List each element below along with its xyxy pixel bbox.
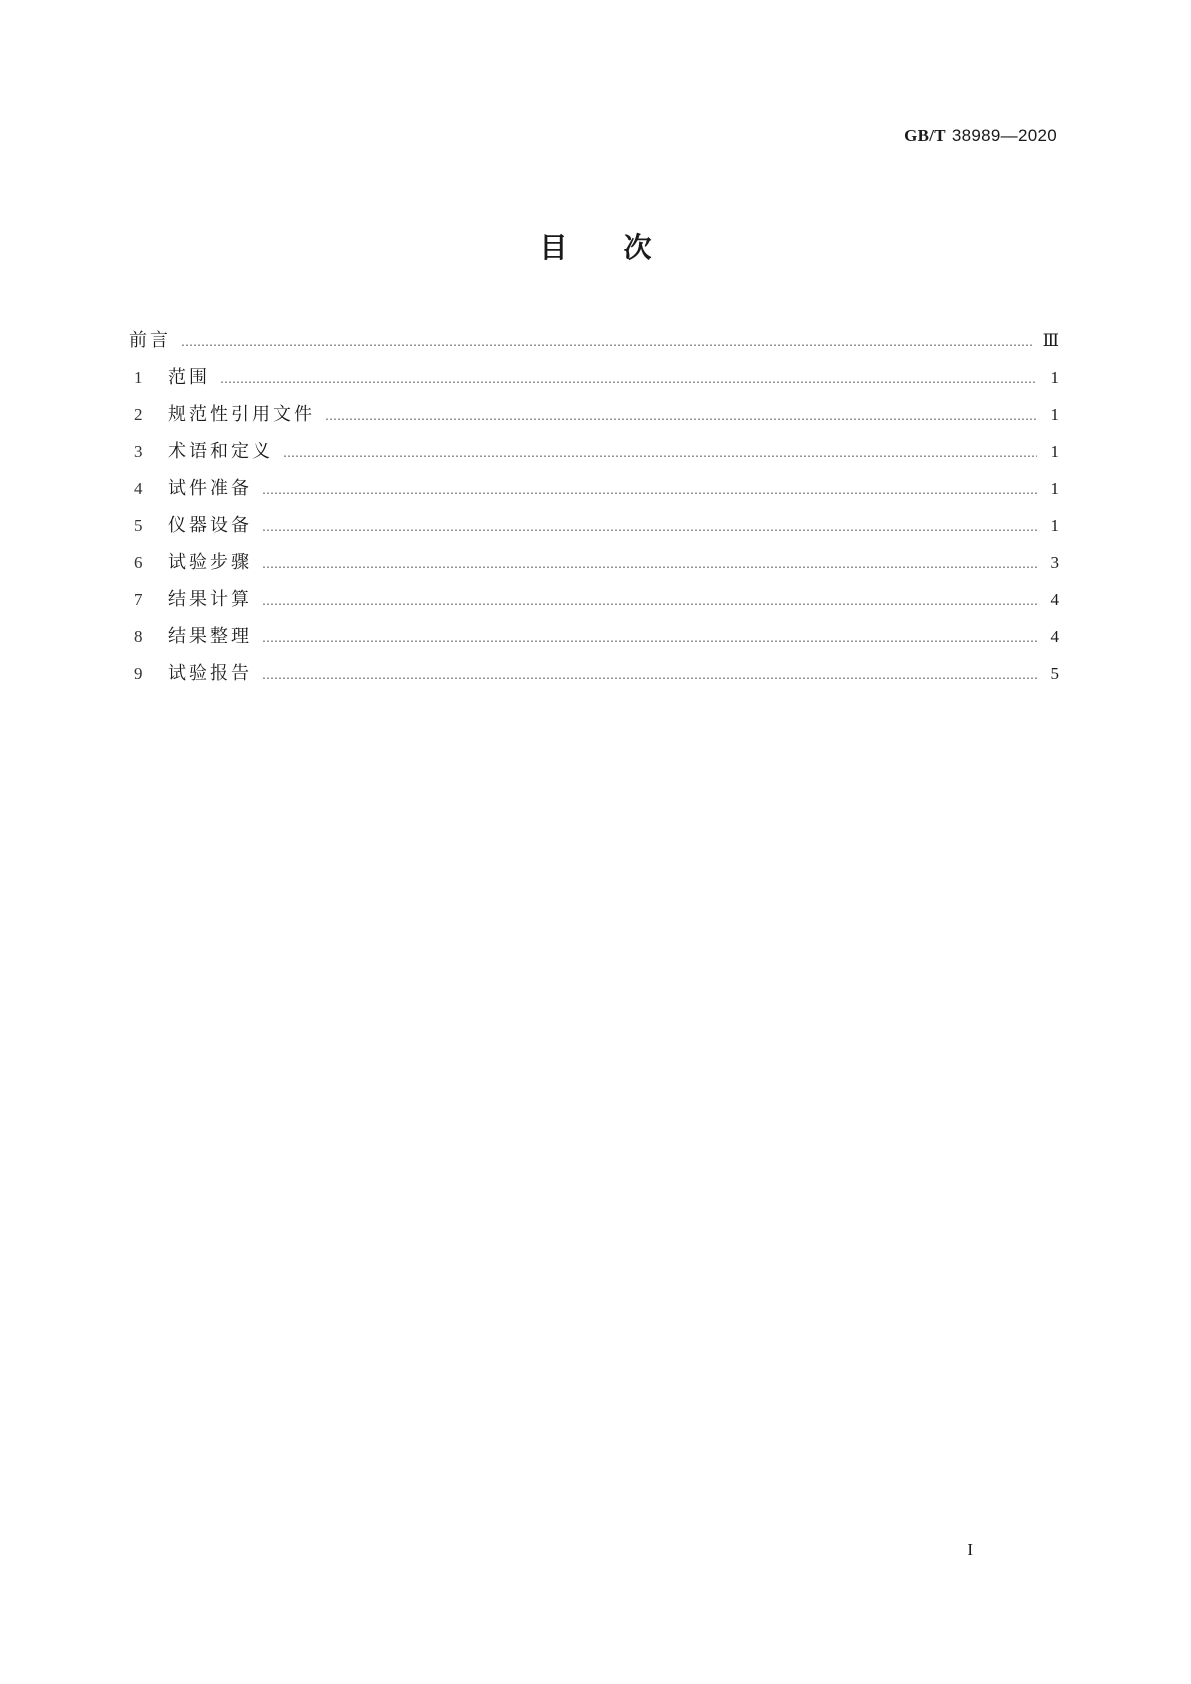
toc-leader-dots — [262, 557, 1037, 571]
toc-leader-dots — [262, 594, 1037, 608]
toc-entry-number: 4 — [134, 479, 143, 498]
toc-entry-page: 3 — [1050, 553, 1059, 572]
toc-entry-5[interactable] — [134, 511, 1059, 548]
toc-leader-dots — [181, 335, 1033, 349]
toc-entry-page: 1 — [1050, 516, 1059, 535]
toc-entry-number: 2 — [134, 405, 143, 424]
toc-entry-label: 术语和定义 — [168, 441, 273, 462]
toc-entry-number: 3 — [134, 442, 143, 461]
toc-leader-dots — [262, 631, 1037, 645]
toc-leader-dots — [262, 668, 1037, 682]
toc-entry-7[interactable] — [134, 585, 1059, 622]
toc-entry-label: 仪器设备 — [168, 515, 252, 536]
toc-entry-label: 结果计算 — [168, 589, 252, 610]
toc-entry-label: 试件准备 — [168, 478, 252, 499]
standard-number: 38989—2020 — [951, 126, 1057, 145]
toc-entry-3[interactable] — [134, 437, 1059, 474]
toc-entry-number: 7 — [134, 590, 143, 609]
toc-leader-dots — [220, 372, 1037, 386]
toc-entry-number: 1 — [134, 368, 143, 387]
toc-entry-label: 范围 — [168, 367, 210, 388]
toc-leader-dots — [283, 446, 1037, 460]
toc-entry-label: 试验步骤 — [168, 552, 252, 573]
table-of-contents — [129, 326, 1059, 696]
toc-entry-2[interactable] — [134, 400, 1059, 437]
toc-entry-8[interactable] — [134, 622, 1059, 659]
toc-entry-page: 4 — [1050, 590, 1059, 609]
toc-leader-dots — [325, 409, 1037, 423]
toc-entry-page: 1 — [1050, 405, 1059, 424]
toc-entry-number: 8 — [134, 627, 143, 646]
toc-leader-dots — [262, 520, 1037, 534]
page-title: 目次 — [539, 231, 708, 264]
toc-entry-label: 结果整理 — [168, 626, 252, 647]
page-number: I — [967, 1540, 973, 1559]
toc-entry-number: 6 — [134, 553, 143, 572]
toc-entry-page: 1 — [1050, 368, 1059, 387]
toc-entry-1[interactable] — [134, 363, 1059, 400]
toc-leader-dots — [262, 483, 1037, 497]
toc-entry-label: 前言 — [129, 330, 171, 351]
toc-entry-label: 规范性引用文件 — [168, 404, 315, 425]
standard-code — [904, 126, 1057, 146]
toc-entry-number: 5 — [134, 516, 143, 535]
toc-entry-page: 5 — [1050, 664, 1059, 683]
toc-entry-9[interactable] — [134, 659, 1059, 696]
standard-prefix: GB/T — [904, 126, 946, 145]
toc-entry-label: 试验报告 — [168, 663, 252, 684]
toc-entry-4[interactable] — [134, 474, 1059, 511]
toc-entry-page: 4 — [1050, 627, 1059, 646]
toc-entry-number: 9 — [134, 664, 143, 683]
toc-entry-page: 1 — [1050, 479, 1059, 498]
toc-entry-6[interactable] — [134, 548, 1059, 585]
toc-entry-page: 1 — [1050, 442, 1059, 461]
toc-entry-foreword[interactable] — [129, 326, 1059, 363]
toc-entry-page: Ⅲ — [1042, 331, 1059, 350]
